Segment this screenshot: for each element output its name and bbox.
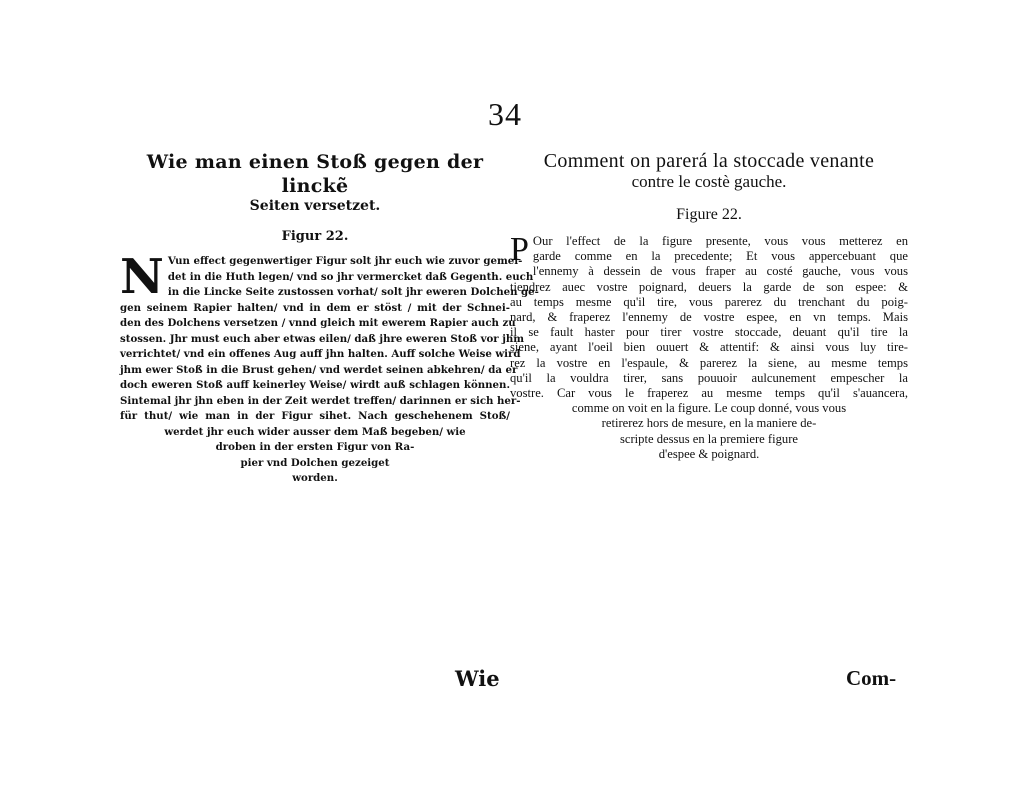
french-heading-line2: contre le costè gauche. bbox=[631, 172, 787, 191]
german-body-line: gen seinem Rapier halten/ vnd in dem er stöst / mit der Schnei- bbox=[120, 301, 510, 314]
german-body-line: det in die Huth legen/ vnd so jhr vermercket daß Gegenth. euch bbox=[167, 270, 534, 283]
french-body-line: au temps mesme qu'il tire, vous parerez du trenchant du poig- bbox=[510, 294, 908, 309]
french-body-line: retirerez hors de mesure, en la maniere de- bbox=[601, 416, 817, 431]
french-body-line: qu'il la vouldra tirer, sans pouuoir aulcunement empescher la bbox=[510, 370, 908, 385]
french-heading bbox=[510, 150, 908, 192]
german-heading-line1: Wie man einen Stoß gegen der linckẽ bbox=[146, 151, 484, 197]
french-dropcap: P bbox=[510, 231, 529, 268]
page-number: 34 bbox=[488, 96, 522, 132]
german-body-line: in die Lincke Seite zustossen vorhat/ solt jhr eweren Dolchen ge- bbox=[167, 286, 539, 298]
french-body-line: Our l'effect de la figure presente, vous vous metterez en bbox=[532, 234, 908, 248]
french-body-line: rez la vostre en l'espaule, & parerez la siene, au mesme temps bbox=[510, 355, 908, 370]
french-body-line: nard, & fraperez l'ennemy de vostre espee, en vn temps. Mais bbox=[510, 310, 908, 325]
german-body-line: worden. bbox=[292, 472, 338, 484]
german-body-text bbox=[120, 249, 539, 487]
german-body-line: werdet jhr euch wider ausser dem Maß begeben/ wie bbox=[164, 425, 466, 438]
french-body-line: il se fault haster pour tirer vostre stoccade, deuant qu'il tire la bbox=[510, 325, 908, 340]
german-body-line: pier vnd Dolchen gezeiget bbox=[240, 456, 390, 469]
french-body-line: garde comme en la precedente; Et vous appercebuant que bbox=[532, 249, 908, 264]
french-body-line: tiendrez auec vostre poignard, deuers la garde de son espee: & bbox=[510, 279, 908, 294]
german-body-line: stossen. Jhr must euch aber etwas eilen/ daß jhre eweren Stoß vor jhm bbox=[120, 332, 525, 345]
german-figure-label: Figur 22. bbox=[281, 229, 349, 244]
french-body-line: d'espee & poignard. bbox=[658, 446, 760, 461]
french-body-text bbox=[510, 231, 908, 462]
german-body-line: verrichtet/ vnd ein offenes Aug auff jhn halten. Auff solche Weise wird bbox=[120, 348, 521, 360]
french-figure-label: Figure 22. bbox=[676, 206, 742, 223]
german-dropcap: N bbox=[120, 249, 164, 305]
german-catchword: Wie bbox=[455, 666, 500, 691]
french-body-line: scripte dessus en la premiere figure bbox=[620, 431, 798, 446]
french-body-line: comme on voit en la figure. Le coup donné, vous vous bbox=[571, 401, 847, 416]
german-column bbox=[120, 150, 539, 487]
french-body-line: l'ennemy à dessein de vous fraper au costé gauche, vous vous bbox=[532, 264, 908, 279]
french-column bbox=[510, 150, 908, 462]
french-body-line: vostre. Car vous le fraperez au mesme temps qu'il s'auancera, bbox=[510, 386, 908, 401]
german-heading-line2: Seiten versetzet. bbox=[249, 198, 381, 214]
german-heading bbox=[120, 150, 510, 215]
german-body-line: doch eweren Stoß auff keinerley Weise/ wirdt auß schlagen können. bbox=[120, 379, 510, 391]
french-heading-line1: Comment on parerá la stoccade venante bbox=[543, 150, 875, 172]
german-body-line: den des Dolchens versetzen / vnnd gleich mit ewerem Rapier auch zu bbox=[120, 317, 516, 329]
german-body-line: jhm ewer Stoß in die Brust gehen/ vnd werdet seinen abkehren/ da er bbox=[120, 363, 518, 376]
german-body-line: droben in der ersten Figur von Ra- bbox=[215, 441, 415, 453]
french-catchword: Com- bbox=[846, 666, 897, 690]
german-body-line: Vun effect gegenwertiger Figur solt jhr euch wie zuvor gemel- bbox=[167, 255, 523, 267]
german-body-line: Sintemal jhr jhn eben in der Zeit werdet treffen/ darinnen er sich her- bbox=[120, 394, 521, 407]
french-body-line: siene, ayant l'oeil bien ouuert & attentif: & ainsi vous luy tire- bbox=[510, 340, 908, 355]
german-body-line: für thut/ wie man in der Figur sihet. Nach geschehenem Stoß/ bbox=[120, 410, 510, 422]
